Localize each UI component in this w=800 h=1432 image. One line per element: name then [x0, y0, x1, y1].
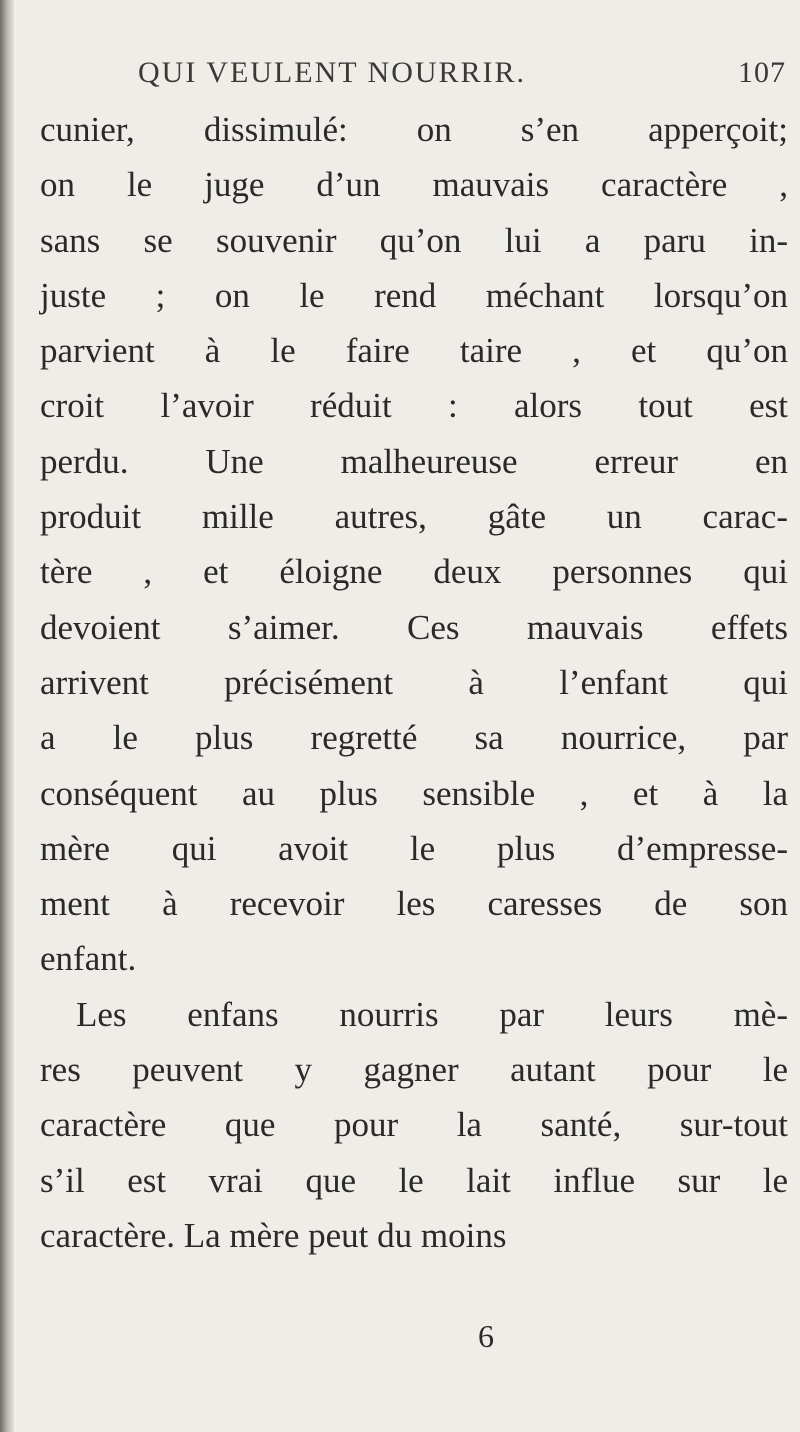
- text-line: tère , et éloigne deux personnes qui: [40, 552, 788, 592]
- text-line: enfant.: [40, 939, 137, 979]
- text-line: arrivent précisément à l’enfant qui: [40, 662, 788, 702]
- text-line: cunier, dissimulé: on s’en apperçoit;: [40, 110, 788, 149]
- text-line: mère qui avoit le plus d’empresse-: [40, 828, 788, 868]
- running-header: [138, 56, 786, 90]
- page-body-text: [40, 102, 788, 1263]
- text-line: sans se souvenir qu’on lui a paru in-: [40, 220, 788, 260]
- text-line: caractère. La mère peut du moins: [40, 1215, 507, 1255]
- text-line: s’il est vrai que le lait influe sur le: [40, 1160, 788, 1200]
- text-line: a le plus regretté sa nourrice, par: [40, 718, 788, 758]
- text-line: produit mille autres, gâte un carac-: [40, 497, 788, 537]
- book-binding-shadow: [0, 0, 14, 1432]
- signature-mark: 6: [478, 1318, 494, 1354]
- text-line: juste ; on le rend méchant lorsqu’on: [40, 275, 788, 315]
- text-line: croit l’avoir réduit : alors tout est: [40, 386, 788, 426]
- text-line: res peuvent y gagner autant pour le: [40, 1050, 788, 1090]
- text-line: devoient s’aimer. Ces mauvais effets: [40, 607, 788, 647]
- text-line: conséquent au plus sensible , et à la: [40, 773, 788, 813]
- running-title: QUI VEULENT NOURRIR.: [138, 56, 527, 89]
- text-line: caractère que pour la santé, sur-tout: [40, 1105, 788, 1145]
- text-line: parvient à le faire taire , et qu’on: [40, 331, 788, 371]
- text-line: on le juge d’un mauvais caractère ,: [40, 165, 788, 205]
- text-line: perdu. Une malheureuse erreur en: [40, 441, 788, 481]
- text-line: Les enfans nourris par leurs mè-: [76, 994, 788, 1034]
- text-line: ment à recevoir les caresses de son: [40, 884, 788, 924]
- page-number: 107: [738, 56, 786, 89]
